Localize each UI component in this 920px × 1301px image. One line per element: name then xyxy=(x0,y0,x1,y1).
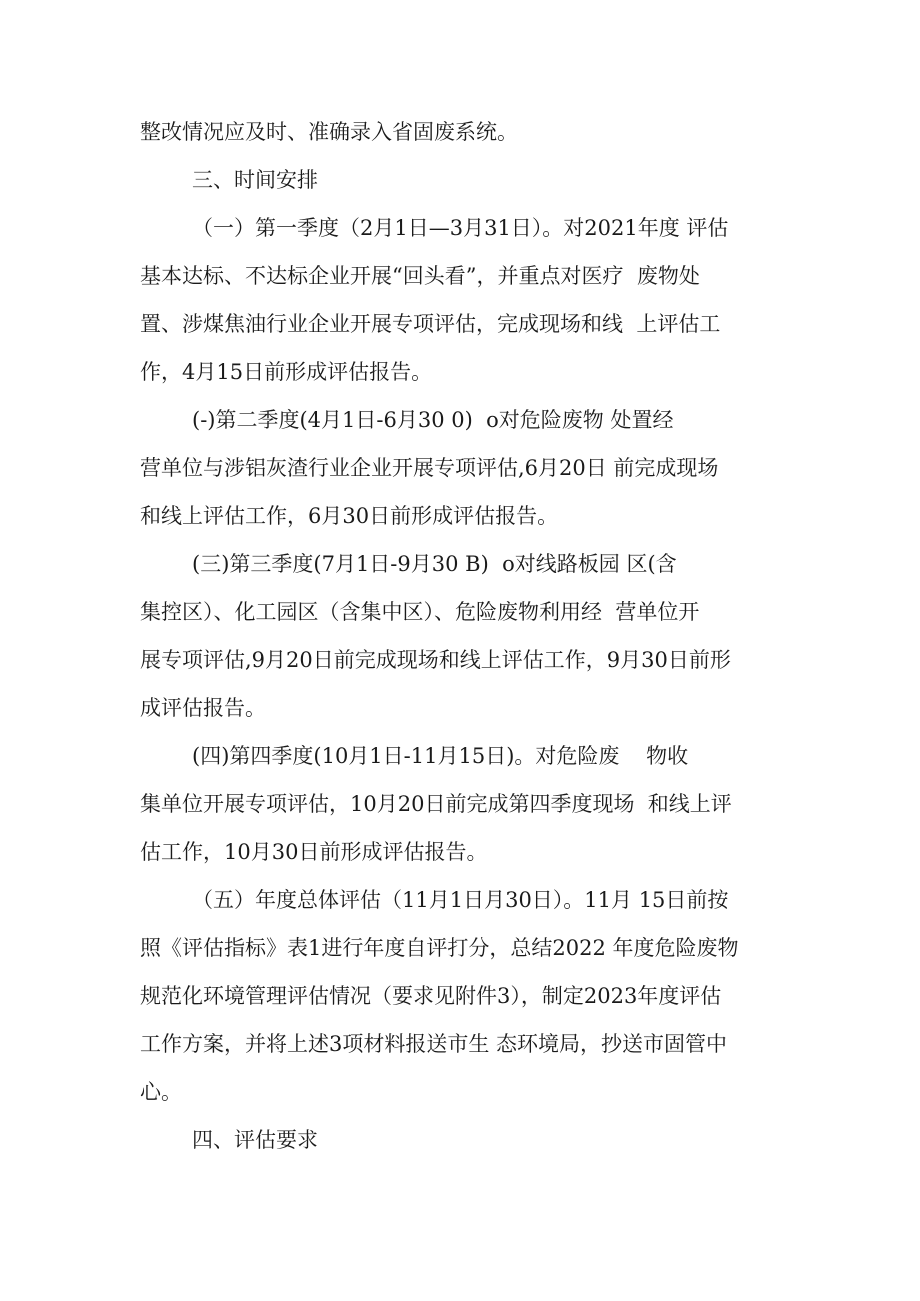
paragraph-q1-line: 置、涉煤焦油行业企业开展专项评估，完成现场和线 上评估工 xyxy=(140,312,721,336)
paragraph-q4-line: (四)第四季度(10月1日-11月15日)。对危险废 物收 xyxy=(192,744,689,768)
paragraph-annual-line: 规范化环境管理评估情况（要求见附件3），制定2023年度评估 xyxy=(140,984,722,1008)
document-body xyxy=(140,108,790,1164)
paragraph-q3-line: 成评估报告。 xyxy=(140,696,266,720)
paragraph-q3-line: (三)第三季度(7月1日-9月30 B) o对线路板园 区(含 xyxy=(192,552,677,576)
paragraph-q1-line: 基本达标、不达标企业开展“回头看”，并重点对医疗 废物处 xyxy=(140,264,700,288)
paragraph-q3-line: 展专项评估,9月20日前完成现场和线上评估工作，9月30日前形 xyxy=(140,648,731,672)
paragraph-annual-line: 照《评估指标》表1进行年度自评打分，总结2022 年度危险废物 xyxy=(140,936,739,960)
paragraph-annual-line: 工作方案，并将上述3项材料报送市生 态环境局，抄送市固管中 xyxy=(140,1032,728,1056)
paragraph-q2-line: 和线上评估工作，6月30日前形成评估报告。 xyxy=(140,504,559,528)
paragraph-q1-line: 作，4月15日前形成评估报告。 xyxy=(140,360,433,384)
paragraph-q4-line: 集单位开展专项评估，10月20日前完成第四季度现场 和线上评 xyxy=(140,792,732,816)
section-heading-requirements: 四、评估要求 xyxy=(192,1128,318,1152)
paragraph-q4-line: 估工作，10月30日前形成评估报告。 xyxy=(140,840,488,864)
paragraph-q3-line: 集控区）、化工园区（含集中区）、危险废物利用经 营单位开 xyxy=(140,600,700,624)
text-line: 整改情况应及时、准确录入省固废系统。 xyxy=(140,120,518,144)
paragraph-q2-line: 营单位与涉铝灰渣行业企业开展专项评估,6月20日 前完成现场 xyxy=(140,456,719,480)
paragraph-q1-line: （一）第一季度（2月1日—3月31日）。对2021年度 评估 xyxy=(192,216,729,240)
paragraph-annual-line: 心。 xyxy=(140,1080,182,1104)
paragraph-annual-line: （五）年度总体评估（11月1日月30日）。11月 15日前按 xyxy=(192,888,729,912)
paragraph-q2-line: (-)第二季度(4月1日-6月30 0) o对危险废物 处置经 xyxy=(192,408,674,432)
section-heading-schedule: 三、时间安排 xyxy=(192,168,318,192)
